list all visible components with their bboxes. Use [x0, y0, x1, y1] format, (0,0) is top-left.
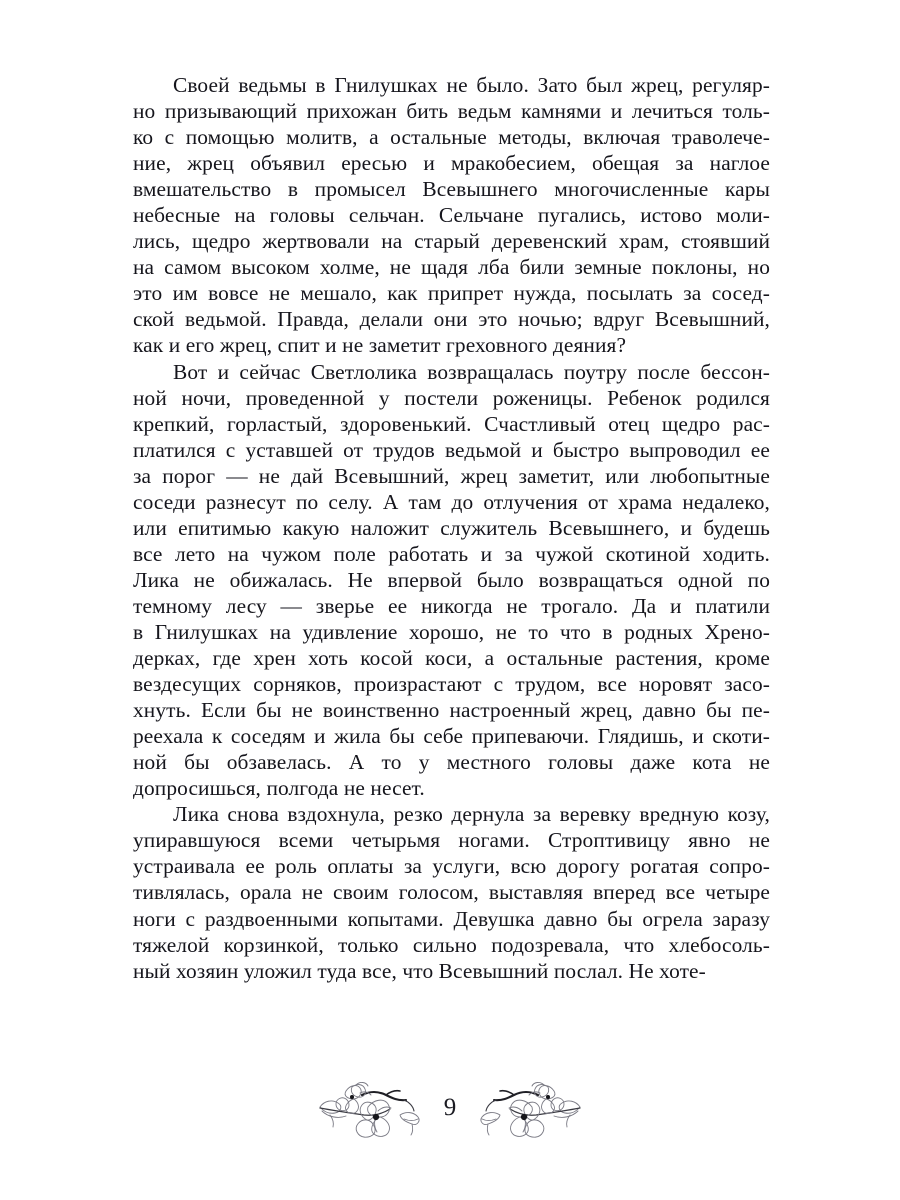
text-line: ной ночи, проведенной у постели роженицы. Ребенок родился [133, 385, 770, 410]
text-line: устраивала ее роль оплаты за услуги, всю дорогу рогатая сопро- [133, 854, 770, 879]
text-line: на самом высоком холме, не щадя лба били земные поклоны, но [133, 255, 770, 280]
text-line: реехала к соседям и жила бы себе припеваючи. Глядишь, и скоти- [133, 724, 770, 749]
text-line: вездесущих сорняков, произрастают с трудом, все норовят засо- [133, 672, 770, 697]
text-line [133, 72, 770, 98]
text-line: ной бы обзавелась. А то у местного головы даже кота не [133, 750, 770, 775]
text-line: Лика не обижалась. Не впервой было возвращаться одной по [133, 567, 770, 592]
text-line-content: Лика снова вздохнула, резко дернула за веревку вредную козу, [173, 802, 770, 827]
text-line: но призывающий прихожан бить ведьм камнями и лечиться толь- [133, 99, 770, 124]
text-line: упиравшуюся всеми четырьмя ногами. Строптивицу явно не [133, 828, 770, 853]
page-text-block [133, 72, 770, 984]
text-line: за порог — не дай Всевышний, жрец заметит, или любопытные [133, 463, 770, 488]
text-line: это им вовсе не мешало, как припрет нужда, посылать за сосед- [133, 281, 770, 306]
paragraph-1 [133, 72, 770, 359]
paragraph-2 [133, 359, 770, 802]
text-line: темному лесу — зверье ее никогда не трогало. Да и платили [133, 593, 770, 618]
text-line: ноги с раздвоенными копытами. Девушка давно бы огрела заразу [133, 906, 770, 931]
text-line [133, 359, 770, 385]
text-line: небесные на головы сельчан. Сельчане пугались, истово моли- [133, 203, 770, 228]
text-line: ской ведьмой. Правда, делали они это ночью; вдруг Всевышний, [133, 307, 770, 332]
text-line: платился с уставшей от трудов ведьмой и быстро выпроводил ее [133, 437, 770, 462]
text-line: дерках, где хрен хоть косой коси, а остальные растения, кроме [133, 646, 770, 671]
text-line: ко с помощью молитв, а остальные методы, включая траволече- [133, 125, 770, 150]
text-line: крепкий, горластый, здоровенький. Счастливый отец щедро рас- [133, 411, 770, 436]
page-number: 9 [443, 1093, 457, 1121]
text-line-content: Вот и сейчас Светлолика возвращалась поутру после бессон- [173, 359, 770, 384]
page-footer [0, 1068, 900, 1148]
text-line: тяжелой корзинкой, только сильно подозревала, что хлебосоль- [133, 932, 770, 957]
text-line: ние, жрец объявил ересью и мракобесием, обещая за наглое [133, 151, 770, 176]
text-line: тивлялась, орала не своим голосом, выставляя вперед все четыре [133, 880, 770, 905]
text-line-content: Своей ведьмы в Гнилушках не было. Зато был жрец, регуляр- [173, 73, 770, 97]
text-line [133, 801, 770, 827]
text-line: хнуть. Если бы не воинственно настроенный жрец, давно бы пе- [133, 698, 770, 723]
paragraph-3 [133, 801, 770, 983]
text-line: или епитимью какую наложит служитель Всевышнего, и будешь [133, 515, 770, 540]
text-line: в Гнилушках на удивление хорошо, не то что в родных Хрено- [133, 619, 770, 644]
text-line: допросишься, полгода не несет. [133, 776, 425, 801]
text-line: все лето на чужом поле работать и за чужой скотиной ходить. [133, 541, 770, 566]
floral-branch-ornament-mirrored [476, 1071, 584, 1145]
text-line: как и его жрец, спит и не заметит греховного деяния? [133, 333, 627, 358]
text-line: вмешательство в промысел Всевышнего многочисленные кары [133, 177, 770, 202]
text-line: лись, щедро жертвовали на старый деревенский храм, стоявший [133, 229, 770, 254]
text-line: ный хозяин уложил туда все, что Всевышний послал. Не хоте- [133, 958, 706, 983]
text-line: соседи разнесут по селу. А там до отлучения от храма недалеко, [133, 489, 770, 514]
floral-branch-ornament [316, 1071, 424, 1145]
